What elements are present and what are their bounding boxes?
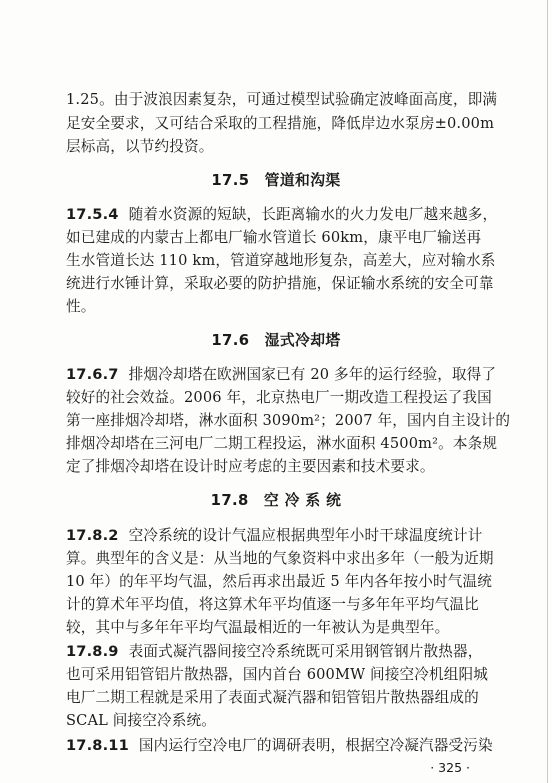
clause-line: [66, 365, 497, 385]
page-number: · 325 ·: [430, 760, 470, 775]
clause-line: 第一座排烟冷却塔，淋水面积 3090m²；2007 年，国内自主设计的: [66, 412, 511, 429]
clause-text: 表面式凝汽器间接空冷系统既可采用钢管钢片散热器，: [128, 643, 483, 660]
clause-text: 国内运行空冷电厂的调研表明，根据空冷凝汽器受污染: [138, 737, 493, 754]
clause-line: 算。典型年的含义是：从当地的气象资料中求出多年（一般为近期: [66, 550, 494, 567]
clause-number: 17.6.7: [66, 366, 119, 383]
clause-line: [66, 526, 483, 546]
section-heading: 17.6 湿式冷却塔: [211, 332, 341, 349]
clause-line: 较好的社会效益。2006 年，北京热电厂一期改造工程投运了我国: [66, 389, 492, 406]
clause-line: [66, 736, 493, 756]
clause-number: 17.5.4: [66, 206, 119, 223]
clause-line: [66, 642, 483, 662]
clause-text: 空冷系统的设计气温应根据典型年小时干球温度统计计: [128, 527, 483, 544]
clause-line: 性。: [66, 298, 96, 315]
clause-number: 17.8.11: [66, 737, 129, 754]
clause-text: 随着水资源的短缺，长距离输水的火力发电厂越来越多，: [128, 206, 498, 223]
clause-line: 如已建成的内蒙古上都电厂输水管道长 60km，康平电厂输送再: [66, 229, 482, 246]
page-edge-line: [547, 0, 548, 783]
clause-line: 也可采用铝管铝片散热器，国内首台 600MW 间接空冷机组阳城: [66, 666, 488, 683]
paragraph-line: 足安全要求，又可结合采取的工程措施，降低岸边水泵房±0.00m: [66, 115, 495, 132]
clause-line: 生水管道长达 110 km，管道穿越地形复杂，高差大，应对输水系: [66, 252, 496, 269]
clause-line: [66, 205, 498, 225]
paragraph-line: 1.25。由于波浪因素复杂，可通过模型试验确定波峰面高度，即满: [66, 91, 498, 108]
clause-text: 排烟冷却塔在欧洲国家已有 20 多年的运行经验，取得了: [128, 366, 497, 383]
clause-line: 定了排烟冷却塔在设计时应考虑的主要因素和技术要求。: [66, 458, 435, 475]
clause-line: 10 年）的年平均气温，然后再求出最近 5 年内各年按小时气温统: [66, 573, 493, 590]
paragraph-line: 层标高，以节约投资。: [66, 138, 214, 155]
clause-line: 电厂二期工程就是采用了表面式凝汽器和铝管铝片散热器组成的: [66, 689, 479, 706]
section-heading: 17.8 空 冷 系 统: [210, 492, 342, 509]
clause-number: 17.8.2: [66, 527, 119, 544]
clause-line: 计的算术年平均值，将这算术年平均值逐一与多年年平均气温比: [66, 596, 479, 613]
clause-number: 17.8.9: [66, 643, 119, 660]
clause-line: 统进行水锤计算，采取必要的防护措施，保证输水系统的安全可靠: [66, 275, 494, 292]
clause-line: SCAL 间接空冷系统。: [66, 712, 216, 729]
section-heading: 17.5 管道和沟渠: [211, 172, 341, 189]
clause-line: 较，其中与多年年平均气温最相近的一年被认为是典型年。: [66, 619, 450, 636]
clause-line: 排烟冷却塔在三河电厂二期工程投运，淋水面积 4500m²。本条规: [66, 435, 498, 452]
